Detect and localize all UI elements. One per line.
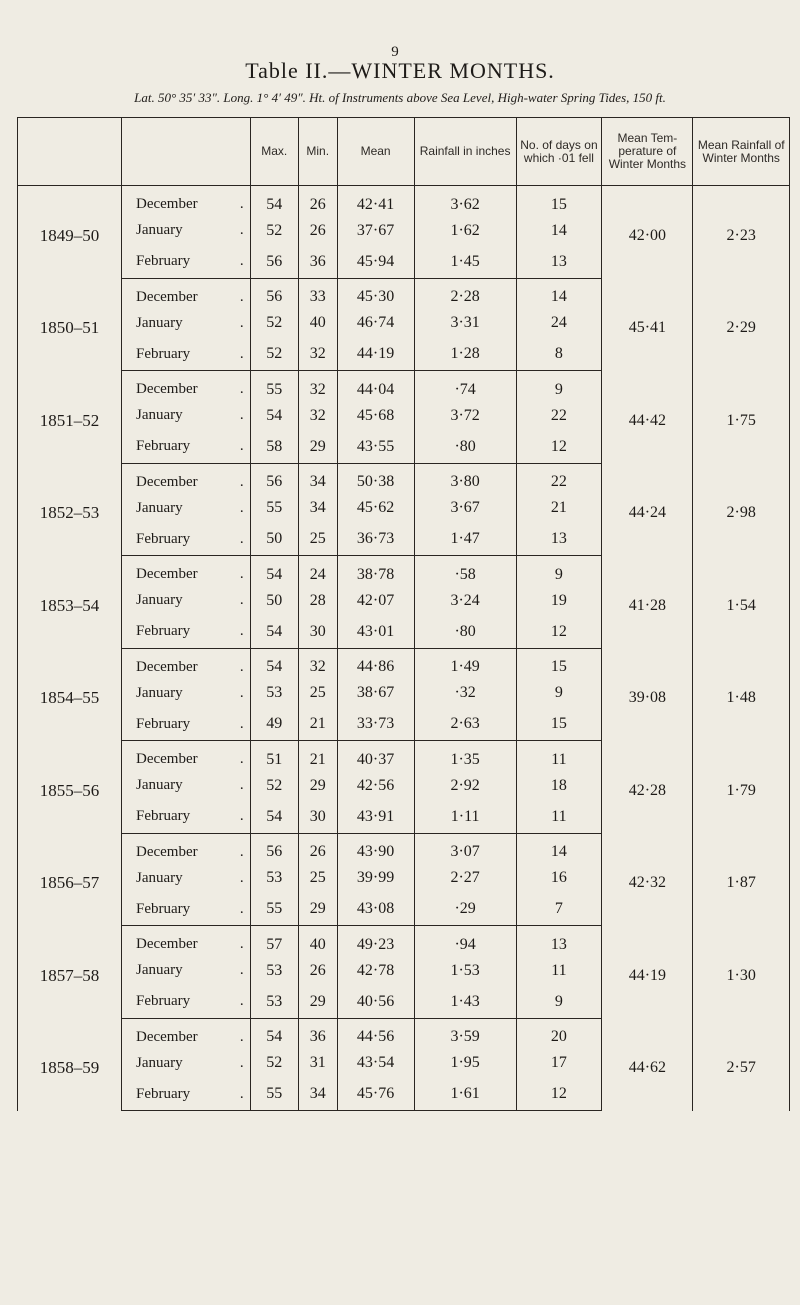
table-row bbox=[18, 186, 790, 216]
month-label: December bbox=[136, 751, 198, 768]
table-row bbox=[18, 371, 790, 401]
max-cell: 54 bbox=[250, 616, 298, 649]
mean-cell: 44·04 bbox=[337, 371, 414, 401]
leader-dot: . bbox=[239, 1028, 244, 1045]
period-cell: 1856–57 bbox=[18, 833, 122, 926]
mean-rainfall-cell: 2·57 bbox=[693, 1018, 790, 1111]
min-cell: 36 bbox=[298, 246, 337, 279]
table-row bbox=[18, 556, 790, 586]
max-cell: 50 bbox=[250, 586, 298, 616]
rainfall-cell: 3·67 bbox=[414, 493, 516, 523]
min-cell: 36 bbox=[298, 1018, 337, 1048]
rain-days-cell: 9 bbox=[516, 556, 602, 586]
mean-rainfall-cell: 2·23 bbox=[693, 186, 790, 279]
mean-cell: 33·73 bbox=[337, 708, 414, 741]
min-cell: 21 bbox=[298, 741, 337, 771]
rainfall-cell: ·29 bbox=[414, 893, 516, 926]
leader-dot: . bbox=[239, 222, 244, 238]
mean-cell: 42·41 bbox=[337, 186, 414, 216]
mean-temperature-cell: 42·28 bbox=[602, 741, 693, 834]
max-cell: 52 bbox=[250, 338, 298, 371]
max-cell: 52 bbox=[250, 771, 298, 801]
header-rainfall: Rainfall in inches bbox=[414, 118, 516, 186]
mean-cell: 44·19 bbox=[337, 338, 414, 371]
min-cell: 29 bbox=[298, 893, 337, 926]
month-cell bbox=[122, 833, 251, 863]
max-cell: 53 bbox=[250, 863, 298, 893]
rain-days-cell: 16 bbox=[516, 863, 602, 893]
period-cell: 1853–54 bbox=[18, 556, 122, 649]
leader-dot: . bbox=[239, 936, 244, 953]
rainfall-cell: ·58 bbox=[414, 556, 516, 586]
leader-dot: . bbox=[239, 869, 244, 886]
mean-rainfall-cell: 1·79 bbox=[693, 741, 790, 834]
month-label: December bbox=[136, 1028, 198, 1045]
mean-cell: 38·78 bbox=[337, 556, 414, 586]
rain-days-cell: 15 bbox=[516, 186, 602, 216]
mean-cell: 44·86 bbox=[337, 648, 414, 678]
mean-cell: 43·55 bbox=[337, 431, 414, 464]
mean-temperature-cell: 42·32 bbox=[602, 833, 693, 926]
min-cell: 40 bbox=[298, 926, 337, 956]
max-cell: 56 bbox=[250, 463, 298, 493]
month-cell bbox=[122, 186, 251, 216]
header-period bbox=[18, 118, 122, 186]
mean-cell: 45·62 bbox=[337, 493, 414, 523]
min-cell: 24 bbox=[298, 556, 337, 586]
leader-dot: . bbox=[239, 1054, 244, 1071]
rain-days-cell: 8 bbox=[516, 338, 602, 371]
rain-days-cell: 13 bbox=[516, 523, 602, 556]
month-label: January bbox=[136, 777, 183, 793]
rain-days-cell: 15 bbox=[516, 708, 602, 741]
min-cell: 26 bbox=[298, 186, 337, 216]
max-cell: 58 bbox=[250, 431, 298, 464]
rain-days-cell: 17 bbox=[516, 1048, 602, 1078]
max-cell: 50 bbox=[250, 523, 298, 556]
mean-cell: 42·78 bbox=[337, 956, 414, 986]
leader-dot: . bbox=[239, 499, 244, 516]
rain-days-cell: 12 bbox=[516, 431, 602, 464]
min-cell: 34 bbox=[298, 493, 337, 523]
header-month bbox=[122, 118, 251, 186]
leader-dot: . bbox=[239, 314, 244, 331]
period-cell: 1851–52 bbox=[18, 371, 122, 464]
min-cell: 40 bbox=[298, 308, 337, 338]
rainfall-cell: 2·63 bbox=[414, 708, 516, 741]
rain-days-cell: 22 bbox=[516, 401, 602, 431]
leader-dot: . bbox=[239, 566, 244, 583]
max-cell: 52 bbox=[250, 1048, 298, 1078]
month-cell bbox=[122, 431, 251, 464]
month-cell bbox=[122, 1078, 251, 1111]
leader-dot: . bbox=[239, 658, 244, 675]
table-header-row bbox=[18, 118, 790, 186]
month-cell bbox=[122, 246, 251, 279]
rainfall-cell: 2·92 bbox=[414, 771, 516, 801]
mean-rainfall-cell: 1·30 bbox=[693, 926, 790, 1019]
min-cell: 32 bbox=[298, 648, 337, 678]
max-cell: 53 bbox=[250, 956, 298, 986]
max-cell: 57 bbox=[250, 926, 298, 956]
rain-days-cell: 11 bbox=[516, 741, 602, 771]
rainfall-cell: ·80 bbox=[414, 431, 516, 464]
mean-cell: 43·90 bbox=[337, 833, 414, 863]
mean-cell: 46·74 bbox=[337, 308, 414, 338]
rain-days-cell: 9 bbox=[516, 678, 602, 708]
month-cell bbox=[122, 956, 251, 986]
mean-cell: 43·54 bbox=[337, 1048, 414, 1078]
month-cell bbox=[122, 771, 251, 801]
max-cell: 55 bbox=[250, 493, 298, 523]
leader-dot: . bbox=[239, 843, 244, 860]
mean-rainfall-cell: 1·87 bbox=[693, 833, 790, 926]
max-cell: 55 bbox=[250, 1078, 298, 1111]
min-cell: 28 bbox=[298, 586, 337, 616]
rainfall-cell: 3·59 bbox=[414, 1018, 516, 1048]
mean-cell: 40·37 bbox=[337, 741, 414, 771]
month-label: February bbox=[136, 438, 191, 454]
rainfall-cell: 3·24 bbox=[414, 586, 516, 616]
month-label: January bbox=[136, 407, 183, 423]
max-cell: 49 bbox=[250, 708, 298, 741]
min-cell: 26 bbox=[298, 956, 337, 986]
rainfall-cell: 1·47 bbox=[414, 523, 516, 556]
leader-dot: . bbox=[239, 777, 244, 793]
month-cell bbox=[122, 893, 251, 926]
min-cell: 32 bbox=[298, 338, 337, 371]
mean-cell: 43·01 bbox=[337, 616, 414, 649]
mean-cell: 36·73 bbox=[337, 523, 414, 556]
rain-days-cell: 18 bbox=[516, 771, 602, 801]
max-cell: 55 bbox=[250, 371, 298, 401]
table-row bbox=[18, 833, 790, 863]
rain-days-cell: 7 bbox=[516, 893, 602, 926]
leader-dot: . bbox=[239, 530, 244, 547]
leader-dot: . bbox=[239, 751, 244, 768]
rain-days-cell: 13 bbox=[516, 926, 602, 956]
rainfall-cell: 1·49 bbox=[414, 648, 516, 678]
page-number: 9 bbox=[391, 44, 399, 60]
mean-cell: 45·76 bbox=[337, 1078, 414, 1111]
header-max: Max. bbox=[250, 118, 298, 186]
period-cell: 1858–59 bbox=[18, 1018, 122, 1111]
mean-rainfall-cell: 1·54 bbox=[693, 556, 790, 649]
mean-temperature-cell: 44·62 bbox=[602, 1018, 693, 1111]
min-cell: 34 bbox=[298, 1078, 337, 1111]
rain-days-cell: 20 bbox=[516, 1018, 602, 1048]
mean-temperature-cell: 42·00 bbox=[602, 186, 693, 279]
min-cell: 26 bbox=[298, 833, 337, 863]
mean-cell: 49·23 bbox=[337, 926, 414, 956]
rainfall-cell: 2·28 bbox=[414, 278, 516, 308]
min-cell: 32 bbox=[298, 401, 337, 431]
max-cell: 54 bbox=[250, 801, 298, 834]
rainfall-cell: 1·53 bbox=[414, 956, 516, 986]
rainfall-cell: 1·45 bbox=[414, 246, 516, 279]
month-label: January bbox=[136, 222, 183, 238]
winter-months-table bbox=[17, 117, 790, 1111]
month-cell bbox=[122, 523, 251, 556]
leader-dot: . bbox=[239, 196, 244, 213]
period-cell: 1855–56 bbox=[18, 741, 122, 834]
max-cell: 54 bbox=[250, 401, 298, 431]
header-min: Min. bbox=[298, 118, 337, 186]
mean-temperature-cell: 45·41 bbox=[602, 278, 693, 371]
min-cell: 25 bbox=[298, 678, 337, 708]
min-cell: 29 bbox=[298, 771, 337, 801]
max-cell: 54 bbox=[250, 648, 298, 678]
month-label: February bbox=[136, 530, 191, 547]
rain-days-cell: 24 bbox=[516, 308, 602, 338]
max-cell: 55 bbox=[250, 893, 298, 926]
max-cell: 53 bbox=[250, 678, 298, 708]
rainfall-cell: 1·28 bbox=[414, 338, 516, 371]
period-cell: 1852–53 bbox=[18, 463, 122, 556]
rain-days-cell: 12 bbox=[516, 616, 602, 649]
min-cell: 21 bbox=[298, 708, 337, 741]
rain-days-cell: 15 bbox=[516, 648, 602, 678]
period-cell: 1854–55 bbox=[18, 648, 122, 741]
mean-cell: 42·07 bbox=[337, 586, 414, 616]
rain-days-cell: 13 bbox=[516, 246, 602, 279]
min-cell: 25 bbox=[298, 523, 337, 556]
rainfall-cell: 1·43 bbox=[414, 986, 516, 1019]
min-cell: 26 bbox=[298, 216, 337, 246]
month-label: January bbox=[136, 592, 183, 608]
leader-dot: . bbox=[239, 438, 244, 454]
month-cell bbox=[122, 801, 251, 834]
month-label: January bbox=[136, 499, 183, 516]
month-cell bbox=[122, 648, 251, 678]
month-label: February bbox=[136, 715, 191, 732]
rain-days-cell: 11 bbox=[516, 801, 602, 834]
min-cell: 33 bbox=[298, 278, 337, 308]
mean-rainfall-cell: 1·75 bbox=[693, 371, 790, 464]
period-cell: 1849–50 bbox=[18, 186, 122, 279]
month-label: December bbox=[136, 658, 198, 675]
table-body bbox=[18, 186, 790, 1111]
table-row bbox=[18, 926, 790, 956]
max-cell: 52 bbox=[250, 308, 298, 338]
leader-dot: . bbox=[239, 253, 244, 269]
leader-dot: . bbox=[239, 1085, 244, 1102]
mean-cell: 39·99 bbox=[337, 863, 414, 893]
month-cell bbox=[122, 616, 251, 649]
rain-days-cell: 9 bbox=[516, 371, 602, 401]
month-label: December bbox=[136, 566, 198, 583]
rainfall-cell: 3·62 bbox=[414, 186, 516, 216]
rainfall-cell: ·94 bbox=[414, 926, 516, 956]
month-cell bbox=[122, 338, 251, 371]
month-label: January bbox=[136, 314, 183, 331]
month-cell bbox=[122, 1018, 251, 1048]
mean-cell: 38·67 bbox=[337, 678, 414, 708]
mean-rainfall-cell: 1·48 bbox=[693, 648, 790, 741]
leader-dot: . bbox=[239, 345, 244, 362]
max-cell: 56 bbox=[250, 278, 298, 308]
header-mean-rainfall: Mean Rainfall of Winter Months bbox=[693, 118, 790, 186]
min-cell: 25 bbox=[298, 863, 337, 893]
header-rain-days: No. of days on which ·01 fell bbox=[516, 118, 602, 186]
leader-dot: . bbox=[239, 288, 244, 305]
leader-dot: . bbox=[239, 808, 244, 824]
month-cell bbox=[122, 371, 251, 401]
rainfall-cell: 1·95 bbox=[414, 1048, 516, 1078]
rainfall-cell: 1·11 bbox=[414, 801, 516, 834]
month-label: February bbox=[136, 1085, 191, 1102]
min-cell: 29 bbox=[298, 431, 337, 464]
month-cell bbox=[122, 863, 251, 893]
min-cell: 32 bbox=[298, 371, 337, 401]
rain-days-cell: 21 bbox=[516, 493, 602, 523]
rainfall-cell: ·80 bbox=[414, 616, 516, 649]
period-cell: 1850–51 bbox=[18, 278, 122, 371]
leader-dot: . bbox=[239, 381, 244, 398]
mean-temperature-cell: 41·28 bbox=[602, 556, 693, 649]
month-label: February bbox=[136, 253, 191, 269]
month-cell bbox=[122, 463, 251, 493]
month-cell bbox=[122, 493, 251, 523]
month-cell bbox=[122, 926, 251, 956]
month-label: February bbox=[136, 345, 191, 362]
mean-cell: 42·56 bbox=[337, 771, 414, 801]
rainfall-cell: ·74 bbox=[414, 371, 516, 401]
min-cell: 29 bbox=[298, 986, 337, 1019]
mean-temperature-cell: 39·08 bbox=[602, 648, 693, 741]
mean-rainfall-cell: 2·29 bbox=[693, 278, 790, 371]
mean-cell: 37·67 bbox=[337, 216, 414, 246]
rain-days-cell: 14 bbox=[516, 216, 602, 246]
rain-days-cell: 14 bbox=[516, 278, 602, 308]
month-label: January bbox=[136, 962, 183, 978]
table-row bbox=[18, 648, 790, 678]
leader-dot: . bbox=[239, 684, 244, 701]
rainfall-cell: 2·27 bbox=[414, 863, 516, 893]
rain-days-cell: 9 bbox=[516, 986, 602, 1019]
month-cell bbox=[122, 986, 251, 1019]
mean-rainfall-cell: 2·98 bbox=[693, 463, 790, 556]
max-cell: 54 bbox=[250, 1018, 298, 1048]
rainfall-cell: 1·61 bbox=[414, 1078, 516, 1111]
table-row bbox=[18, 741, 790, 771]
max-cell: 54 bbox=[250, 556, 298, 586]
mean-temperature-cell: 44·19 bbox=[602, 926, 693, 1019]
month-label: January bbox=[136, 869, 183, 886]
period-cell: 1857–58 bbox=[18, 926, 122, 1019]
leader-dot: . bbox=[239, 962, 244, 978]
max-cell: 51 bbox=[250, 741, 298, 771]
table-row bbox=[18, 1018, 790, 1048]
month-cell bbox=[122, 678, 251, 708]
rain-days-cell: 11 bbox=[516, 956, 602, 986]
month-cell bbox=[122, 741, 251, 771]
mean-cell: 45·94 bbox=[337, 246, 414, 279]
month-cell bbox=[122, 708, 251, 741]
month-cell bbox=[122, 216, 251, 246]
month-label: December bbox=[136, 473, 198, 490]
leader-dot: . bbox=[239, 900, 244, 917]
leader-dot: . bbox=[239, 592, 244, 608]
mean-temperature-cell: 44·24 bbox=[602, 463, 693, 556]
min-cell: 30 bbox=[298, 616, 337, 649]
leader-dot: . bbox=[239, 623, 244, 639]
month-cell bbox=[122, 278, 251, 308]
header-mean: Mean bbox=[337, 118, 414, 186]
month-label: February bbox=[136, 808, 191, 824]
leader-dot: . bbox=[239, 473, 244, 490]
mean-cell: 43·08 bbox=[337, 893, 414, 926]
rainfall-cell: 3·07 bbox=[414, 833, 516, 863]
rain-days-cell: 19 bbox=[516, 586, 602, 616]
min-cell: 30 bbox=[298, 801, 337, 834]
min-cell: 31 bbox=[298, 1048, 337, 1078]
rain-days-cell: 12 bbox=[516, 1078, 602, 1111]
min-cell: 34 bbox=[298, 463, 337, 493]
month-label: December bbox=[136, 843, 198, 860]
table-title: Table II.—WINTER MONTHS. bbox=[245, 58, 555, 83]
month-label: February bbox=[136, 623, 191, 639]
max-cell: 54 bbox=[250, 186, 298, 216]
month-cell bbox=[122, 1048, 251, 1078]
mean-cell: 44·56 bbox=[337, 1018, 414, 1048]
max-cell: 56 bbox=[250, 246, 298, 279]
rain-days-cell: 14 bbox=[516, 833, 602, 863]
leader-dot: . bbox=[239, 407, 244, 423]
month-label: February bbox=[136, 900, 191, 917]
header-mean-temperature: Mean Tem- perature of Winter Months bbox=[602, 118, 693, 186]
mean-cell: 45·68 bbox=[337, 401, 414, 431]
rain-days-cell: 22 bbox=[516, 463, 602, 493]
month-cell bbox=[122, 586, 251, 616]
leader-dot: . bbox=[239, 993, 244, 1009]
max-cell: 52 bbox=[250, 216, 298, 246]
rainfall-cell: 3·72 bbox=[414, 401, 516, 431]
month-cell bbox=[122, 308, 251, 338]
mean-cell: 50·38 bbox=[337, 463, 414, 493]
table-subtitle: Lat. 50° 35′ 33″. Long. 1° 4′ 49″. Ht. of Instruments above Sea Level, High-water Spring Tides, 150 ft. bbox=[134, 90, 666, 105]
table-row bbox=[18, 278, 790, 308]
rainfall-cell: 3·80 bbox=[414, 463, 516, 493]
mean-cell: 45·30 bbox=[337, 278, 414, 308]
month-label: February bbox=[136, 993, 191, 1009]
max-cell: 56 bbox=[250, 833, 298, 863]
rainfall-cell: 1·62 bbox=[414, 216, 516, 246]
rainfall-cell: 3·31 bbox=[414, 308, 516, 338]
month-cell bbox=[122, 401, 251, 431]
leader-dot: . bbox=[239, 715, 244, 732]
month-label: December bbox=[136, 936, 198, 953]
month-label: January bbox=[136, 684, 183, 701]
month-label: December bbox=[136, 288, 198, 305]
max-cell: 53 bbox=[250, 986, 298, 1019]
rainfall-cell: 1·35 bbox=[414, 741, 516, 771]
month-cell bbox=[122, 556, 251, 586]
month-label: January bbox=[136, 1054, 183, 1071]
table-row bbox=[18, 463, 790, 493]
rainfall-cell: ·32 bbox=[414, 678, 516, 708]
mean-cell: 40·56 bbox=[337, 986, 414, 1019]
month-label: December bbox=[136, 381, 198, 398]
mean-temperature-cell: 44·42 bbox=[602, 371, 693, 464]
mean-cell: 43·91 bbox=[337, 801, 414, 834]
month-label: December bbox=[136, 196, 198, 213]
